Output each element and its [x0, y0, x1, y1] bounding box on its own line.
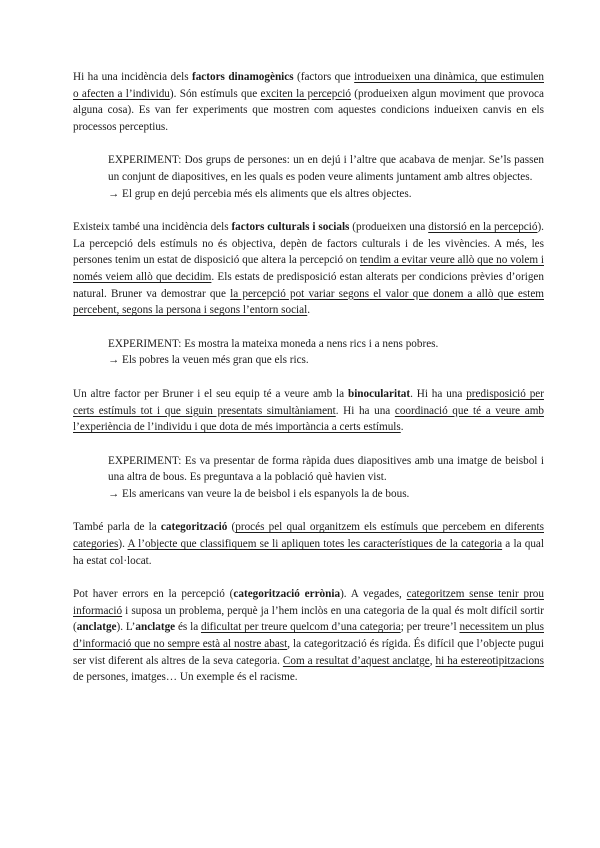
text: . Els estats de predisposició estan alterats per condicions prèvies d’origen natural. Bruner va demostrar que [73, 270, 544, 300]
experiment-result: → Els americans van veure la de beisbol i els espanyols la de bous. [108, 487, 410, 500]
underlined-text: dificultat per treure quelcom d’una categoria [200, 621, 401, 634]
experiment-block-3 [108, 453, 544, 503]
text: Pot haver errors en la percepció ( [73, 588, 234, 601]
experiment-block-1 [108, 152, 544, 202]
experiment-result: → El grup en dejú percebia més els aliments que els altres objectes. [108, 187, 412, 200]
underlined-text: tendim a evitar veure allò que no volem i només veiem allò que decidim [73, 254, 544, 283]
term-erroneous-categorization: categorització errònia [233, 588, 341, 601]
text: ). Són estímuls que [169, 87, 261, 100]
underlined-text: predisposició per certs estímuls tot i que siguin presentats simultàniament [73, 387, 544, 417]
text: ). A vegades, [340, 588, 407, 601]
text: ( [227, 521, 236, 534]
paragraph-categorization [73, 519, 544, 569]
paragraph-cultural-factors [73, 219, 544, 319]
text: , la categorització és rígida. És difícil que l’objecte pugui ser vist diferent als altres de la seva categoria. [73, 638, 545, 667]
term-anchoring: anclatge [135, 621, 176, 634]
text: (produeixen algun moviment que provoca alguna cosa). Es van fer experiments que mostren com aquestes condicions indueixen canvis en els processos perceptius. [73, 87, 544, 133]
text: és la [175, 621, 201, 634]
text: ; per treure’l [400, 621, 460, 634]
paragraph-binocularity [73, 386, 544, 436]
text: ). [118, 538, 128, 551]
underlined-text: exciten la percepció [260, 87, 351, 100]
text: a la qual ha estat col·locat. [73, 538, 544, 567]
text: (produeixen una [349, 221, 429, 234]
experiment-result: → Els pobres la veuen més gran que els rics. [108, 354, 309, 367]
underlined-text: coordinació que té a veure amb l’experiència de l’individu i que dota de més importància a certs estímuls [73, 404, 544, 434]
text: ). L’ [116, 621, 136, 634]
underlined-text: categoritzem sense tenir prou informació [73, 588, 544, 617]
text: ). La percepció dels estímuls no és objectiva, depèn de factors culturals i de les vivències. A més, les persones tenim un estat de disposició que altera la percepció on [73, 221, 544, 267]
experiment-description: EXPERIMENT: Es mostra la mateixa moneda a nens rics i a nens pobres. [108, 337, 439, 350]
text: . [400, 421, 404, 434]
underlined-text: necessitem un plus d’informació que no sempre està al nostre abast [73, 621, 544, 651]
paragraph-erroneous-categorization [73, 586, 544, 686]
underlined-text: Com a resultat d’aquest anclatge [282, 654, 430, 667]
experiment-description: EXPERIMENT: Dos grups de persones: un en dejú i l’altre que acabava de menjar. Se’ls passen un conjunt de diapositives, en les quals es poden veure aliments juntament amb altres objectes. [108, 154, 544, 183]
text: Existeix també una incidència dels [73, 221, 232, 234]
experiment-block-2 [108, 336, 544, 369]
underlined-text: A l’objecte que classifiquem se li apliquen totes les característiques de la categoria [127, 538, 503, 551]
text: . [307, 304, 311, 317]
text: Hi ha una incidència dels [73, 71, 192, 83]
experiment-description: EXPERIMENT: Es va presentar de forma ràpida dues diapositives amb una imatge de beisbol i una altra de bous. Es preguntava a la població què havien vist. [108, 454, 544, 484]
term-anchoring: anclatge [76, 621, 117, 634]
text: (factors que [293, 71, 355, 83]
term-binocularity: binocularitat [347, 387, 411, 400]
text: També parla de la [73, 521, 161, 534]
underlined-text: hi ha estereotipitzacions [435, 654, 545, 667]
text: , [429, 654, 436, 667]
underlined-text: la percepció pot variar segons el valor que donem a allò que estem percebent, segons la persona i segons l’entorn social [73, 287, 544, 317]
text: . Hi ha una [335, 404, 395, 417]
text: de persones, imatges… Un exemple és el racisme. [73, 671, 298, 684]
underlined-text: procés pel qual organitzem els estímuls que percebem en diferents categories [73, 521, 544, 551]
underlined-text: introdueixen una dinàmica, que estimulen o afecten a l’individu [73, 71, 544, 100]
term-dynamogenic-factors: factors dinamogènics [191, 71, 294, 83]
term-categorization: categorització [160, 521, 228, 534]
underlined-text: distorsió en la percepció [428, 221, 538, 234]
document-page [73, 69, 544, 703]
text: Un altre factor per Bruner i el seu equip té a veure amb la [73, 387, 348, 400]
paragraph-dynamogenic-factors [73, 69, 544, 135]
text: i suposa un problema, perquè ja l’hem inclòs en una categoria de la qual és molt difícil sortir ( [73, 604, 544, 634]
term-cultural-social-factors: factors culturals i socials [231, 221, 350, 234]
text: . Hi ha una [410, 387, 467, 400]
